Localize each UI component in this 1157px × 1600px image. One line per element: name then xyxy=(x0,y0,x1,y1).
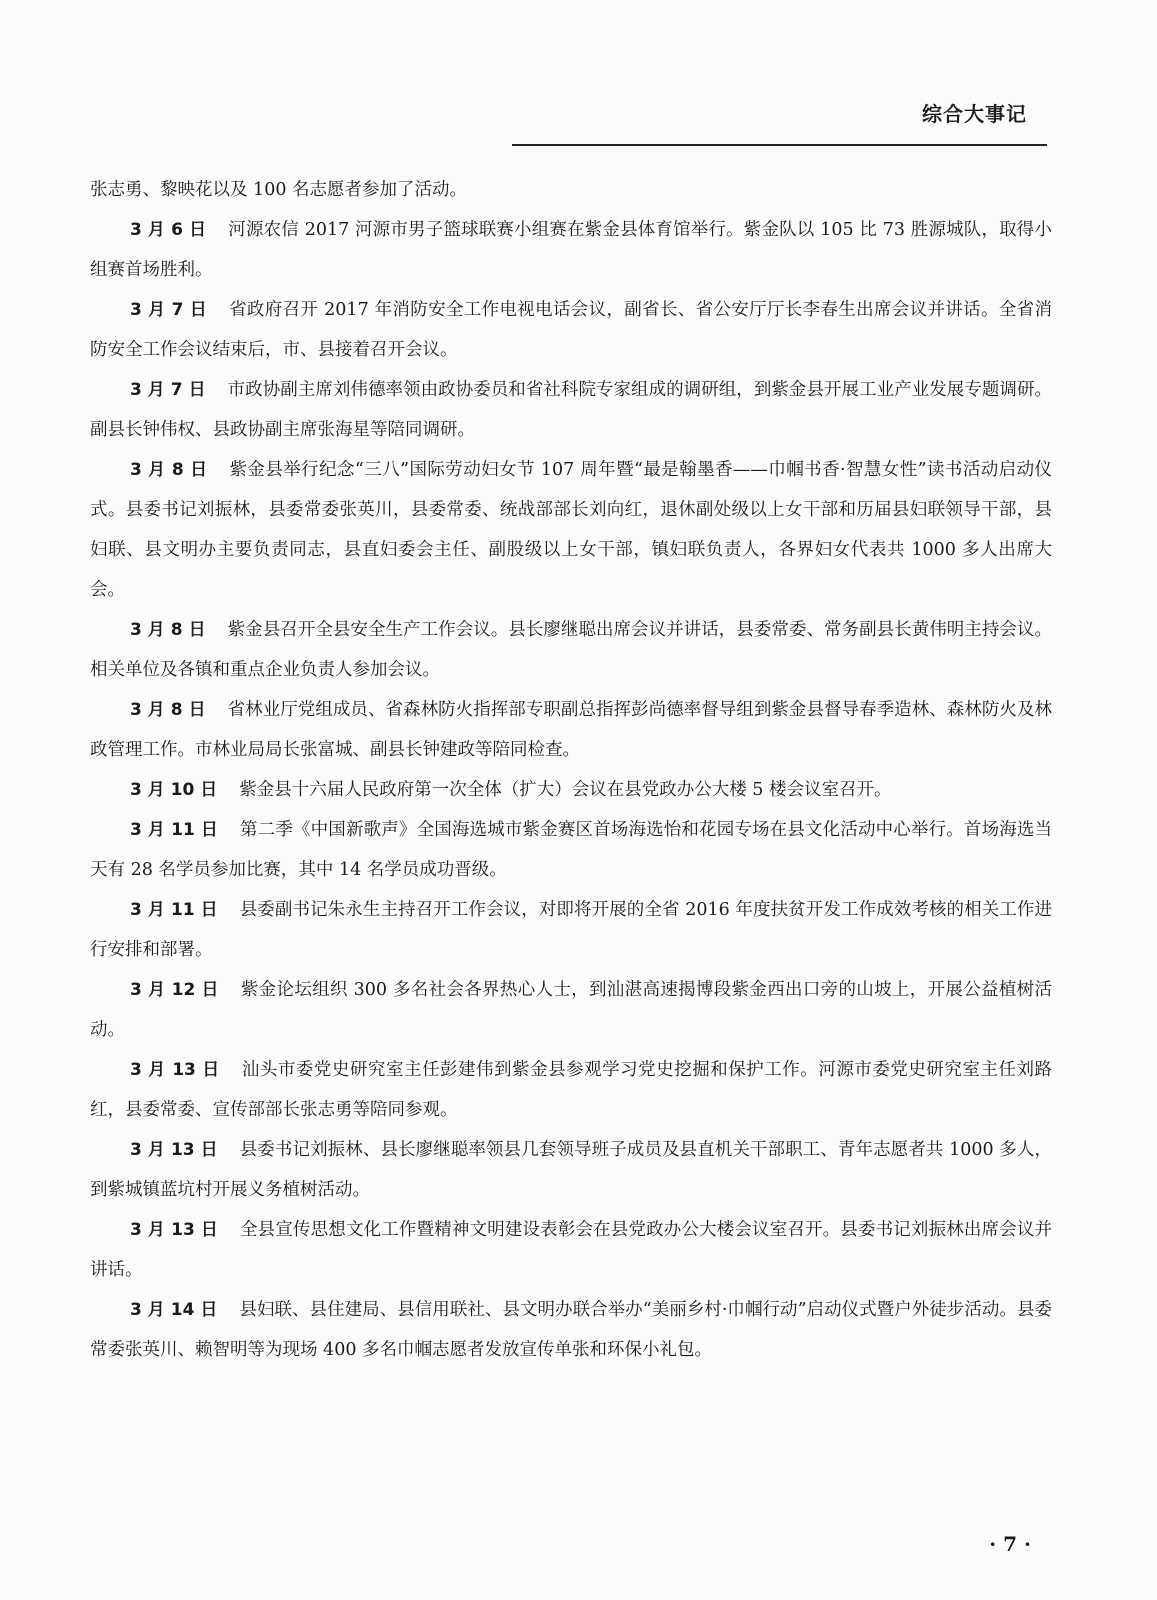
event-date: 3 月 12 日 xyxy=(130,980,219,1000)
event-text: 河源农信 2017 河源市男子篮球联赛小组赛在紫金县体育馆举行。紫金队以 105 比 73 胜源城队，取得小组赛首场胜利。 xyxy=(90,220,1052,280)
section-title: 综合大事记 xyxy=(922,102,1027,126)
event-text: 县委副书记朱永生主持召开工作会议，对即将开展的全省 2016 年度扶贫开发工作成效考核的相关工作进行安排和部署。 xyxy=(90,900,1052,960)
event-date: 3 月 8 日 xyxy=(130,700,206,720)
event-entry xyxy=(90,690,1052,770)
event-text: 省林业厅党组成员、省森林防火指挥部专职副总指挥彭尚德率督导组到紫金县督导春季造林、森林防火及林政管理工作。市林业局局长张富城、副县长钟建政等陪同检查。 xyxy=(90,700,1052,760)
chronicle-body xyxy=(90,170,1052,1370)
event-text: 紫金县十六届人民政府第一次全体（扩大）会议在县党政办公大楼 5 楼会议室召开。 xyxy=(239,780,892,800)
event-entry xyxy=(90,1050,1052,1130)
event-date: 3 月 7 日 xyxy=(130,300,208,320)
event-date: 3 月 7 日 xyxy=(130,380,206,400)
event-text: 紫金县举行纪念“三八”国际劳动妇女节 107 周年暨“最是翰墨香——巾帼书香·智慧女性”读书活动启动仪式。县委书记刘振林，县委常委张英川，县委常委、统战部部长刘向红，退休副处级以上女干部和历届县妇联领导干部，县妇联、县文明办主要负责同志，县直妇委会主任、副股级以上女干部，镇妇联负责人，各界妇女代表共 1000 多人出席大会。 xyxy=(90,460,1052,600)
event-date: 3 月 14 日 xyxy=(130,1300,218,1320)
event-text: 县妇联、县住建局、县信用联社、县文明办联合举办“美丽乡村·巾帼行动”启动仪式暨户外徒步活动。县委常委张英川、赖智明等为现场 400 多名巾帼志愿者发放宣传单张和环保小礼包。 xyxy=(90,1300,1052,1360)
page-number: · 7 · xyxy=(989,1532,1031,1556)
event-entry xyxy=(90,970,1052,1050)
event-text: 市政协副主席刘伟德率领由政协委员和省社科院专家组成的调研组，到紫金县开展工业产业发展专题调研。副县长钟伟权、县政协副主席张海星等陪同调研。 xyxy=(90,380,1052,440)
event-entry xyxy=(90,210,1052,290)
event-entry xyxy=(90,890,1052,970)
event-date: 3 月 8 日 xyxy=(130,460,208,480)
event-entry xyxy=(90,370,1052,450)
intro-paragraph: 张志勇、黎映花以及 100 名志愿者参加了活动。 xyxy=(90,180,468,200)
event-entry xyxy=(90,1290,1052,1370)
event-entry xyxy=(90,1130,1052,1210)
event-entry xyxy=(90,770,1052,810)
event-entry xyxy=(90,290,1052,370)
event-date: 3 月 8 日 xyxy=(130,620,206,640)
event-text: 紫金论坛组织 300 多名社会各界热心人士，到汕湛高速揭博段紫金西出口旁的山坡上，开展公益植树活动。 xyxy=(90,980,1052,1040)
event-text: 第二季《中国新歌声》全国海选城市紫金赛区首场海选怡和花园专场在县文化活动中心举行。首场海选当天有 28 名学员参加比赛，其中 14 名学员成功晋级。 xyxy=(90,820,1053,880)
event-date: 3 月 10 日 xyxy=(130,780,218,800)
event-date: 3 月 13 日 xyxy=(130,1060,220,1080)
event-entry xyxy=(90,810,1052,890)
event-date: 3 月 11 日 xyxy=(130,900,218,920)
event-entry xyxy=(90,610,1052,690)
event-date: 3 月 13 日 xyxy=(130,1220,219,1240)
event-text: 省政府召开 2017 年消防安全工作电视电话会议，副省长、省公安厅厅长李春生出席会议并讲话。全省消防安全工作会议结束后，市、县接着召开会议。 xyxy=(90,300,1052,360)
event-entry xyxy=(90,1210,1052,1290)
event-entry xyxy=(90,450,1052,610)
event-text: 全县宣传思想文化工作暨精神文明建设表彰会在县党政办公大楼会议室召开。县委书记刘振林出席会议并讲话。 xyxy=(90,1220,1053,1280)
event-text: 汕头市委党史研究室主任彭建伟到紫金县参观学习党史挖掘和保护工作。河源市委党史研究室主任刘路红，县委常委、宣传部部长张志勇等陪同参观。 xyxy=(90,1060,1052,1120)
event-date: 3 月 11 日 xyxy=(130,820,219,840)
event-date: 3 月 13 日 xyxy=(130,1140,218,1160)
header-divider xyxy=(512,144,1047,146)
event-date: 3 月 6 日 xyxy=(130,220,207,240)
event-text: 县委书记刘振林、县长廖继聪率领县几套领导班子成员及县直机关干部职工、青年志愿者共 1000 多人，到紫城镇蓝坑村开展义务植树活动。 xyxy=(90,1140,1052,1200)
event-text: 紫金县召开全县安全生产工作会议。县长廖继聪出席会议并讲话，县委常委、常务副县长黄伟明主持会议。相关单位及各镇和重点企业负责人参加会议。 xyxy=(90,620,1052,680)
